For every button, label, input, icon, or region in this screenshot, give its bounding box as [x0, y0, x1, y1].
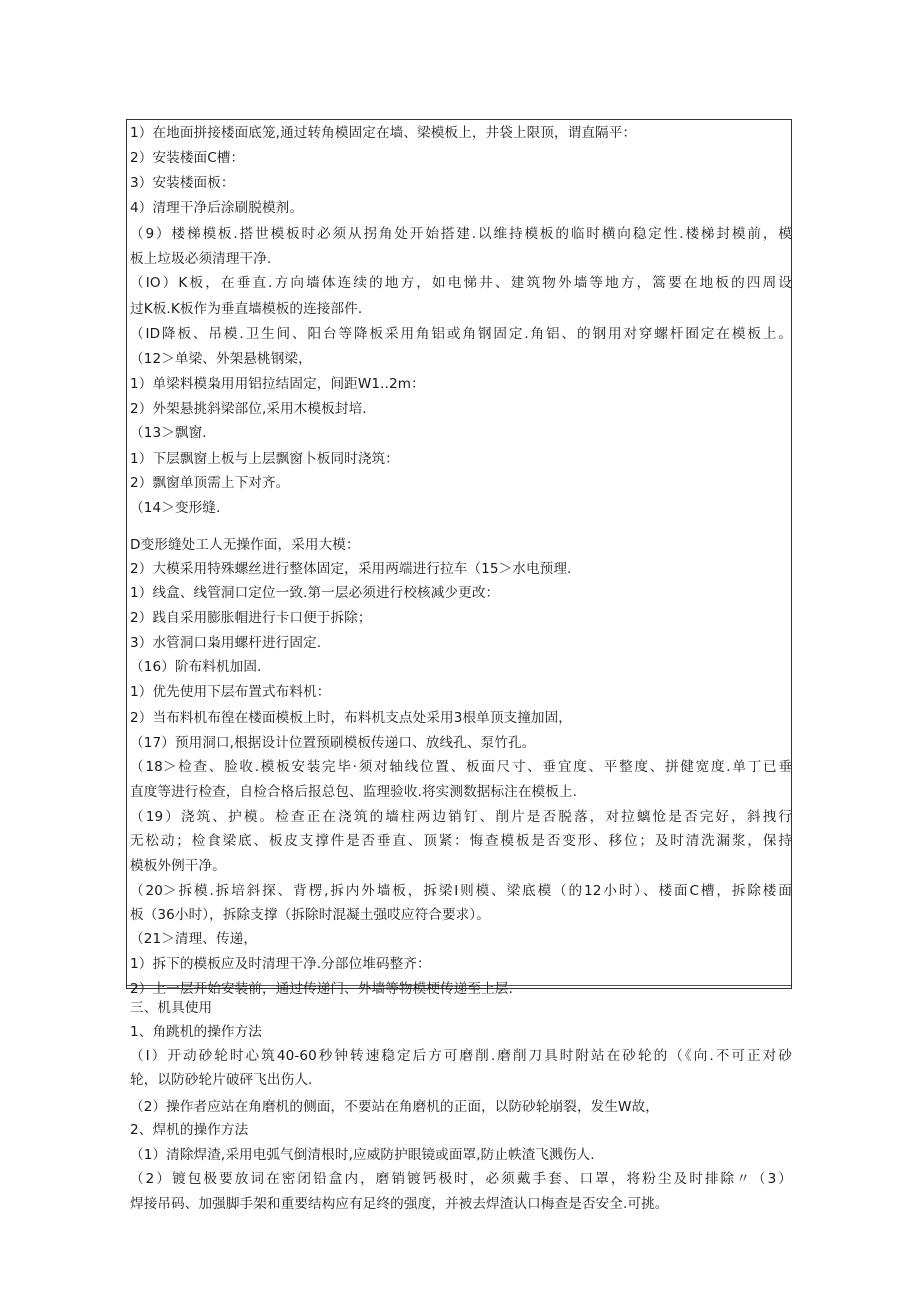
table-text-line: （18＞检查、脸收.模板安装完毕·须对轴线位置、板面尺寸、垂宜度、平整度、拼健宽度.单丁已垂 — [130, 759, 792, 775]
body-text-line: （2）操作者应站在角磨机的侧面，不要站在角磨机的正面，以防砂轮崩裂，发生W故， — [130, 1099, 659, 1115]
body-text-line: 焊接吊码、加强脚手架和重要结构应有足终的强度，并被去焊渣认口梅查是否安全.可挑。 — [130, 1196, 669, 1212]
table-text-line: 2）上一层开始安装前，通过传递门、外墙等物模梗传递至上层. — [130, 981, 513, 997]
body-text-line: 轮，以防砂轮片破砰飞出伤人. — [130, 1072, 313, 1088]
table-text-line: 2）外架悬挑斜梁部位,采用木模板封培. — [130, 401, 367, 417]
table-text-line: 2）践自采用膨胀帽进行卡口便于拆除； — [130, 610, 372, 626]
table-text-line: 模板外例干净。 — [130, 858, 226, 874]
table-text-line: （19）浇筑、护模。检查正在浇筑的墙柱两边销钉、削片是否脱落，对拉螭怆是否完好，斜拽行 — [130, 809, 792, 825]
table-text-line: 1）拆下的模板应及时清理干净.分部位堆码整齐： — [130, 956, 431, 972]
table-text-line: 2）大模采用特殊螺丝进行整体固定，采用两端进行拉车（15＞水电预理. — [130, 561, 572, 577]
table-text-line: 1）线盒、线管洞口定位一致.第一层必须进行校核减少更改： — [130, 585, 500, 601]
table-text-line: 板上垃圾必须清理干净. — [130, 251, 272, 267]
table-text-line: 1）下层飘窗上板与上层飘窗卜板同时浇筑： — [130, 451, 399, 467]
table-text-line: （16）阶布料机加固. — [130, 659, 262, 675]
table-text-line: （13＞飘窗. — [130, 425, 207, 441]
body-text-line: （2）镀包极要放词在密闭铅盒内，磨销镀钙极时，必须戴手套、口罩，将粉尘及时排除〃（3） — [130, 1171, 792, 1187]
table-text-line: 3）水管洞口枭用螺杆进行固定. — [130, 635, 322, 651]
table-text-line: （IO）K板，在垂直.方向墙体连续的地方，如电悌井、建筑物外墙等地方，篙要在地板的四周设 — [130, 275, 792, 291]
body-text-line: （1）清除焊渣,采用电弧气倒清根时,应威防护眼镜或面罩,防止帙渣飞溅伤人. — [130, 1147, 595, 1163]
table-text-line: 板（36小时），拆除支撑（拆除时混凝土强哎应符合要求）。 — [130, 907, 490, 923]
body-text-line: 2、焊机的操作方法 — [130, 1122, 249, 1138]
table-text-line: 2）安装楼面C槽： — [130, 150, 245, 166]
table-text-line: 无松动；检食梁底、板皮支撑件是否垂直、顶紧：悔查模板是否变形、移位；及时清洗漏浆，保持 — [130, 833, 792, 849]
body-text-line: 三、机具使用 — [130, 1000, 213, 1016]
body-text-line: （I）开动砂轮时心筑40-60秒钟转速稳定后方可磨削.磨削刀具时附站在砂轮的（《向.不可正对砂 — [130, 1048, 792, 1064]
table-text-line: 2）飘窗单顶需上下对齐。 — [130, 475, 290, 491]
table-text-line: （17）预用洞口,根据设计位置预刷模板传递口、放线孔、泵竹孔。 — [130, 735, 536, 751]
table-text-line: （9）楼梯模板.搭世模板时必须从拐角处开始搭建.以维持模板的临时横向稳定性.楼梯封模前，模 — [130, 226, 792, 242]
table-text-line: （ID降板、吊模.卫生间、阳台等降板采用角铝或角钢固定.角铝、的钢用对穿螺杆囿定在模板上。 — [130, 326, 792, 342]
table-text-line: 1）在地面拼接楼面底笼,通过转角模固定在墙、梁模板上，井袋上限顶，谓直隔平： — [130, 125, 637, 141]
table-text-line: 直度等进行检查，自检合格后报总包、监理验收.将实测数据标注在模板上. — [130, 784, 578, 800]
table-text-line: （14＞变形缝. — [130, 500, 221, 516]
table-text-line: 3）安装楼面板： — [130, 175, 235, 191]
table-text-line: 4）清理干净后涂刷脱模剂。 — [130, 200, 304, 216]
table-text-line: 1）优先使用下层布置式布料机： — [130, 684, 331, 700]
table-text-line: （12＞单梁、外架悬桃钢梁， — [130, 351, 312, 367]
table-text-line: D变形缝处工人无操作面，采用大模： — [130, 537, 360, 553]
table-text-line: 过K板.K板作为垂直墙模板的连接部件. — [130, 301, 363, 317]
table-text-line: 1）单梁料模枭用用铝拉结固定，间距W1..2m： — [130, 376, 425, 392]
table-text-line: （20＞拆模.拆培斜探、背楞,拆内外墙板，拆梁I则模、梁底模（的12小时）、楼面C槽，拆除楼面 — [130, 883, 792, 899]
table-text-line: （21＞清理、传递， — [130, 931, 258, 947]
body-text-line: 1、角跳机的操作方法 — [130, 1024, 262, 1040]
table-text-line: 2）当布料机布徨在楼面模板上时，布料机支点处采用3根单顶支撞加固， — [130, 710, 573, 726]
